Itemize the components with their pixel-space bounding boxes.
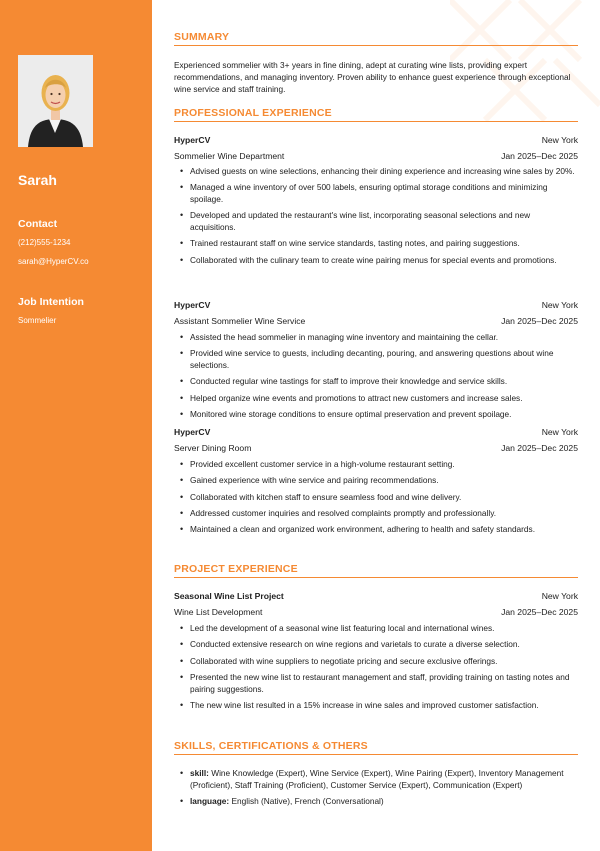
job-role: Assistant Sommelier Wine Service [174,316,306,326]
bullet-item: • Trained restaurant staff on wine service standards, tasting notes, and pairing suggestions. [174,238,578,250]
project-name: Seasonal Wine List Project [174,591,284,601]
project-role-row [174,607,578,617]
bullet-item: • Presented the new wine list to restaurant management and staff, providing training on tasting notes and pairing suggestions. [174,672,578,696]
skill-item [174,796,578,808]
job-role: Sommelier Wine Department [174,151,285,161]
job-bullets [174,459,578,540]
skill-value: Wine Knowledge (Expert), Wine Service (Expert), Wine Pairing (Expert), Inventory Management (Proficient), Staff Training (Proficient), Customer Service (Expert), Communication (Expert) [190,768,564,790]
bullet-item: • Maintained a clean and organized work environment, adhering to health and safety standards. [174,524,578,536]
bullet-item: • Monitored wine storage conditions to ensure optimal preservation and prevent spoilage. [174,409,578,421]
profile-photo [18,55,93,147]
skill-key: skill: [190,768,209,778]
job-location: New York [541,300,578,310]
job-intention-heading: Job Intention [18,296,84,308]
experience-heading: PROFESSIONAL EXPERIENCE [174,107,578,122]
contact-heading: Contact [18,218,58,230]
bullet-item: • Managed a wine inventory of over 500 labels, ensuring optimal storage conditions and minimizing spoilage. [174,182,578,206]
bullet-item: • Collaborated with kitchen staff to ensure seamless food and wine delivery. [174,492,578,504]
job-header [174,300,578,310]
bullet-item: • Helped organize wine events and promotions to attract new customers and increase sales. [174,393,578,405]
skill-item [174,768,578,792]
job-dates: Jan 2025–Dec 2025 [501,151,578,161]
skills-list [174,768,578,812]
projects-heading: PROJECT EXPERIENCE [174,563,578,578]
job-role-row [174,443,578,453]
project-bullets [174,623,578,716]
summary-heading: SUMMARY [174,31,578,46]
phone-number: (212)555-1234 [18,238,71,247]
skills-heading: SKILLS, CERTIFICATIONS & OTHERS [174,740,578,755]
bullet-item: • Led the development of a seasonal wine list featuring local and international wines. [174,623,578,635]
skill-value: English (Native), French (Conversational) [231,796,384,807]
sidebar [0,0,152,851]
project-location: New York [541,591,578,601]
bullet-item: • The new wine list resulted in a 15% increase in wine sales and improved customer satisfaction. [174,700,578,712]
job-intention-value: Sommelier [18,316,57,325]
bullet-item: • Collaborated with wine suppliers to negotiate pricing and secure exclusive offerings. [174,656,578,668]
bullet-item: • Collaborated with the culinary team to create wine pairing menus for special events and promotions. [174,255,578,267]
bullet-item: • Conducted regular wine tastings for staff to improve their knowledge and service skills. [174,376,578,388]
project-dates: Jan 2025–Dec 2025 [501,607,578,617]
job-dates: Jan 2025–Dec 2025 [501,316,578,326]
job-role-row [174,316,578,326]
job-role-row [174,151,578,161]
job-dates: Jan 2025–Dec 2025 [501,443,578,453]
job-bullets [174,332,578,425]
company-name: HyperCV [174,427,211,437]
bullet-item: • Advised guests on wine selections, enhancing their dining experience and increasing wine sales by 20%. [174,166,578,178]
company-name: HyperCV [174,135,211,145]
bullet-item: • Conducted extensive research on wine regions and varietals to curate a diverse selection. [174,639,578,651]
skill-key: language: [190,796,230,807]
job-role: Server Dining Room [174,443,252,453]
bullet-item: • Provided excellent customer service in a high-volume restaurant setting. [174,459,578,471]
summary-text: Experienced sommelier with 3+ years in fine dining, adept at curating wine lists, providing expert recommendations, and managing inventory. Proven ability to enhance guest experience through exceptional wine service and staff training. [174,60,571,95]
bullet-item: • Addressed customer inquiries and resolved complaints promptly and professionally. [174,508,578,520]
job-header [174,427,578,437]
email-address: sarah@HyperCV.co [18,257,89,266]
job-location: New York [541,427,578,437]
project-header [174,591,578,601]
bullet-item: • Developed and updated the restaurant's wine list, incorporating seasonal selections and new acquisitions. [174,210,578,234]
bullet-item: • Assisted the head sommelier in managing wine inventory and maintaining the cellar. [174,332,578,344]
company-name: HyperCV [174,300,211,310]
job-header [174,135,578,145]
bullet-item: • Provided wine service to guests, including decanting, pouring, and answering questions about wine selections. [174,348,578,372]
job-bullets [174,166,578,271]
job-location: New York [541,135,578,145]
project-role: Wine List Development [174,607,263,617]
bullet-item: • Gained experience with wine service and pairing recommendations. [174,475,578,487]
candidate-name: Sarah [18,172,57,188]
